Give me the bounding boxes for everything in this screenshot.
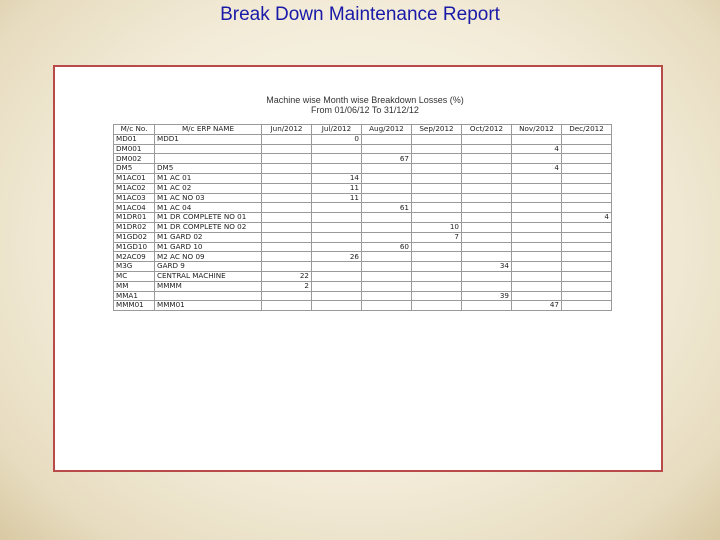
jul-cell	[312, 262, 362, 272]
jul-cell	[312, 203, 362, 213]
dec-cell	[562, 232, 612, 242]
oct-cell	[462, 193, 512, 203]
column-header: Oct/2012	[462, 125, 512, 135]
jul-cell	[312, 154, 362, 164]
aug-cell	[362, 262, 412, 272]
jul-cell	[312, 213, 362, 223]
aug-cell: 60	[362, 242, 412, 252]
table-row	[114, 301, 612, 311]
machine-no-cell: M1AC03	[114, 193, 155, 203]
jun-cell: 2	[262, 281, 312, 291]
table-row	[114, 173, 612, 183]
machine-no-cell: MD01	[114, 134, 155, 144]
oct-cell	[462, 173, 512, 183]
sep-cell	[412, 154, 462, 164]
jun-cell	[262, 252, 312, 262]
oct-cell	[462, 134, 512, 144]
aug-cell	[362, 134, 412, 144]
machine-no-cell: M2AC09	[114, 252, 155, 262]
machine-no-cell: M1AC04	[114, 203, 155, 213]
dec-cell	[562, 281, 612, 291]
sep-cell	[412, 271, 462, 281]
aug-cell	[362, 271, 412, 281]
jun-cell	[262, 203, 312, 213]
erp-name-cell: DM5	[155, 164, 262, 174]
jul-cell: 11	[312, 183, 362, 193]
sep-cell	[412, 134, 462, 144]
dec-cell	[562, 222, 612, 232]
table-row	[114, 242, 612, 252]
table-row	[114, 203, 612, 213]
jul-cell	[312, 301, 362, 311]
jul-cell: 11	[312, 193, 362, 203]
nov-cell	[512, 271, 562, 281]
table-header-row	[114, 125, 612, 135]
oct-cell: 39	[462, 291, 512, 301]
table-row	[114, 183, 612, 193]
column-header: Jul/2012	[312, 125, 362, 135]
column-header: Sep/2012	[412, 125, 462, 135]
jun-cell	[262, 291, 312, 301]
sep-cell	[412, 193, 462, 203]
erp-name-cell: CENTRAL MACHINE	[155, 271, 262, 281]
nov-cell	[512, 213, 562, 223]
column-header: Nov/2012	[512, 125, 562, 135]
table-row	[114, 271, 612, 281]
nov-cell	[512, 291, 562, 301]
jun-cell	[262, 173, 312, 183]
machine-no-cell: MM	[114, 281, 155, 291]
machine-no-cell: MMM01	[114, 301, 155, 311]
sep-cell	[412, 262, 462, 272]
erp-name-cell: M2 AC NO 09	[155, 252, 262, 262]
sep-cell: 7	[412, 232, 462, 242]
jul-cell: 14	[312, 173, 362, 183]
oct-cell: 34	[462, 262, 512, 272]
oct-cell	[462, 164, 512, 174]
nov-cell	[512, 203, 562, 213]
nov-cell	[512, 154, 562, 164]
sep-cell	[412, 144, 462, 154]
erp-name-cell: M1 GARD 02	[155, 232, 262, 242]
table-body	[114, 134, 612, 310]
dec-cell	[562, 301, 612, 311]
nov-cell	[512, 262, 562, 272]
report-frame	[53, 65, 663, 472]
aug-cell	[362, 281, 412, 291]
machine-no-cell: M1DR01	[114, 213, 155, 223]
jun-cell	[262, 183, 312, 193]
nov-cell	[512, 252, 562, 262]
jul-cell	[312, 144, 362, 154]
aug-cell	[362, 291, 412, 301]
aug-cell	[362, 301, 412, 311]
jun-cell: 22	[262, 271, 312, 281]
table-row	[114, 281, 612, 291]
table-row	[114, 291, 612, 301]
erp-name-cell: GARD 9	[155, 262, 262, 272]
aug-cell: 67	[362, 154, 412, 164]
jul-cell: 26	[312, 252, 362, 262]
nov-cell	[512, 193, 562, 203]
table-row	[114, 193, 612, 203]
oct-cell	[462, 222, 512, 232]
dec-cell	[562, 183, 612, 193]
sep-cell	[412, 242, 462, 252]
erp-name-cell: M1 AC 04	[155, 203, 262, 213]
oct-cell	[462, 232, 512, 242]
nov-cell	[512, 281, 562, 291]
sep-cell: 10	[412, 222, 462, 232]
jul-cell	[312, 222, 362, 232]
sep-cell	[412, 173, 462, 183]
sep-cell	[412, 213, 462, 223]
aug-cell	[362, 193, 412, 203]
jun-cell	[262, 144, 312, 154]
machine-no-cell: M3G	[114, 262, 155, 272]
dec-cell	[562, 164, 612, 174]
sep-cell	[412, 203, 462, 213]
jun-cell	[262, 262, 312, 272]
table-row	[114, 164, 612, 174]
oct-cell	[462, 271, 512, 281]
erp-name-cell: M1 DR COMPLETE NO 01	[155, 213, 262, 223]
oct-cell	[462, 183, 512, 193]
aug-cell	[362, 173, 412, 183]
table-row	[114, 222, 612, 232]
nov-cell	[512, 134, 562, 144]
jun-cell	[262, 154, 312, 164]
breakdown-table	[113, 124, 612, 311]
sep-cell	[412, 281, 462, 291]
machine-no-cell: M1GD10	[114, 242, 155, 252]
table-row	[114, 154, 612, 164]
erp-name-cell: M1 DR COMPLETE NO 02	[155, 222, 262, 232]
oct-cell	[462, 203, 512, 213]
report-title-line1: Machine wise Month wise Breakdown Losses (%)	[266, 95, 464, 105]
erp-name-cell	[155, 291, 262, 301]
jun-cell	[262, 232, 312, 242]
jul-cell	[312, 164, 362, 174]
table-row	[114, 232, 612, 242]
oct-cell	[462, 213, 512, 223]
machine-no-cell: MC	[114, 271, 155, 281]
sep-cell	[412, 164, 462, 174]
aug-cell	[362, 183, 412, 193]
erp-name-cell: M1 AC NO 03	[155, 193, 262, 203]
nov-cell: 47	[512, 301, 562, 311]
machine-no-cell: M1AC02	[114, 183, 155, 193]
jul-cell	[312, 291, 362, 301]
dec-cell: 4	[562, 213, 612, 223]
jul-cell	[312, 281, 362, 291]
erp-name-cell: MDD1	[155, 134, 262, 144]
aug-cell	[362, 252, 412, 262]
jun-cell	[262, 242, 312, 252]
report-title-line2: From 01/06/12 To 31/12/12	[311, 105, 419, 115]
column-header: Aug/2012	[362, 125, 412, 135]
jul-cell	[312, 232, 362, 242]
aug-cell	[362, 232, 412, 242]
jul-cell: 0	[312, 134, 362, 144]
table-row	[114, 262, 612, 272]
machine-no-cell: DM5	[114, 164, 155, 174]
machine-no-cell: MMA1	[114, 291, 155, 301]
erp-name-cell: M1 GARD 10	[155, 242, 262, 252]
oct-cell	[462, 252, 512, 262]
oct-cell	[462, 144, 512, 154]
dec-cell	[562, 193, 612, 203]
erp-name-cell: M1 AC 01	[155, 173, 262, 183]
dec-cell	[562, 173, 612, 183]
erp-name-cell: MMM01	[155, 301, 262, 311]
column-header: Jun/2012	[262, 125, 312, 135]
oct-cell	[462, 242, 512, 252]
machine-no-cell: DM001	[114, 144, 155, 154]
jun-cell	[262, 134, 312, 144]
jul-cell	[312, 242, 362, 252]
aug-cell	[362, 213, 412, 223]
erp-name-cell: M1 AC 02	[155, 183, 262, 193]
slide-title: Break Down Maintenance Report	[220, 4, 500, 25]
table-row	[114, 252, 612, 262]
dec-cell	[562, 134, 612, 144]
oct-cell	[462, 301, 512, 311]
jun-cell	[262, 222, 312, 232]
jun-cell	[262, 301, 312, 311]
nov-cell: 4	[512, 144, 562, 154]
nov-cell	[512, 232, 562, 242]
nov-cell	[512, 173, 562, 183]
table-row	[114, 213, 612, 223]
aug-cell: 61	[362, 203, 412, 213]
dec-cell	[562, 144, 612, 154]
report-title	[260, 95, 470, 115]
dec-cell	[562, 252, 612, 262]
machine-no-cell: M1AC01	[114, 173, 155, 183]
aug-cell	[362, 144, 412, 154]
column-header: M/c No.	[114, 125, 155, 135]
erp-name-cell: MMMM	[155, 281, 262, 291]
column-header: Dec/2012	[562, 125, 612, 135]
aug-cell	[362, 222, 412, 232]
nov-cell	[512, 183, 562, 193]
dec-cell	[562, 291, 612, 301]
oct-cell	[462, 154, 512, 164]
dec-cell	[562, 154, 612, 164]
aug-cell	[362, 164, 412, 174]
machine-no-cell: M1GD02	[114, 232, 155, 242]
jul-cell	[312, 271, 362, 281]
table-row	[114, 144, 612, 154]
jun-cell	[262, 164, 312, 174]
machine-no-cell: DM002	[114, 154, 155, 164]
dec-cell	[562, 242, 612, 252]
column-header: M/c ERP NAME	[155, 125, 262, 135]
table-row	[114, 134, 612, 144]
nov-cell	[512, 222, 562, 232]
dec-cell	[562, 262, 612, 272]
dec-cell	[562, 203, 612, 213]
sep-cell	[412, 291, 462, 301]
sep-cell	[412, 301, 462, 311]
jun-cell	[262, 193, 312, 203]
erp-name-cell	[155, 144, 262, 154]
sep-cell	[412, 183, 462, 193]
erp-name-cell	[155, 154, 262, 164]
oct-cell	[462, 281, 512, 291]
machine-no-cell: M1DR02	[114, 222, 155, 232]
nov-cell: 4	[512, 164, 562, 174]
sep-cell	[412, 252, 462, 262]
jun-cell	[262, 213, 312, 223]
dec-cell	[562, 271, 612, 281]
nov-cell	[512, 242, 562, 252]
